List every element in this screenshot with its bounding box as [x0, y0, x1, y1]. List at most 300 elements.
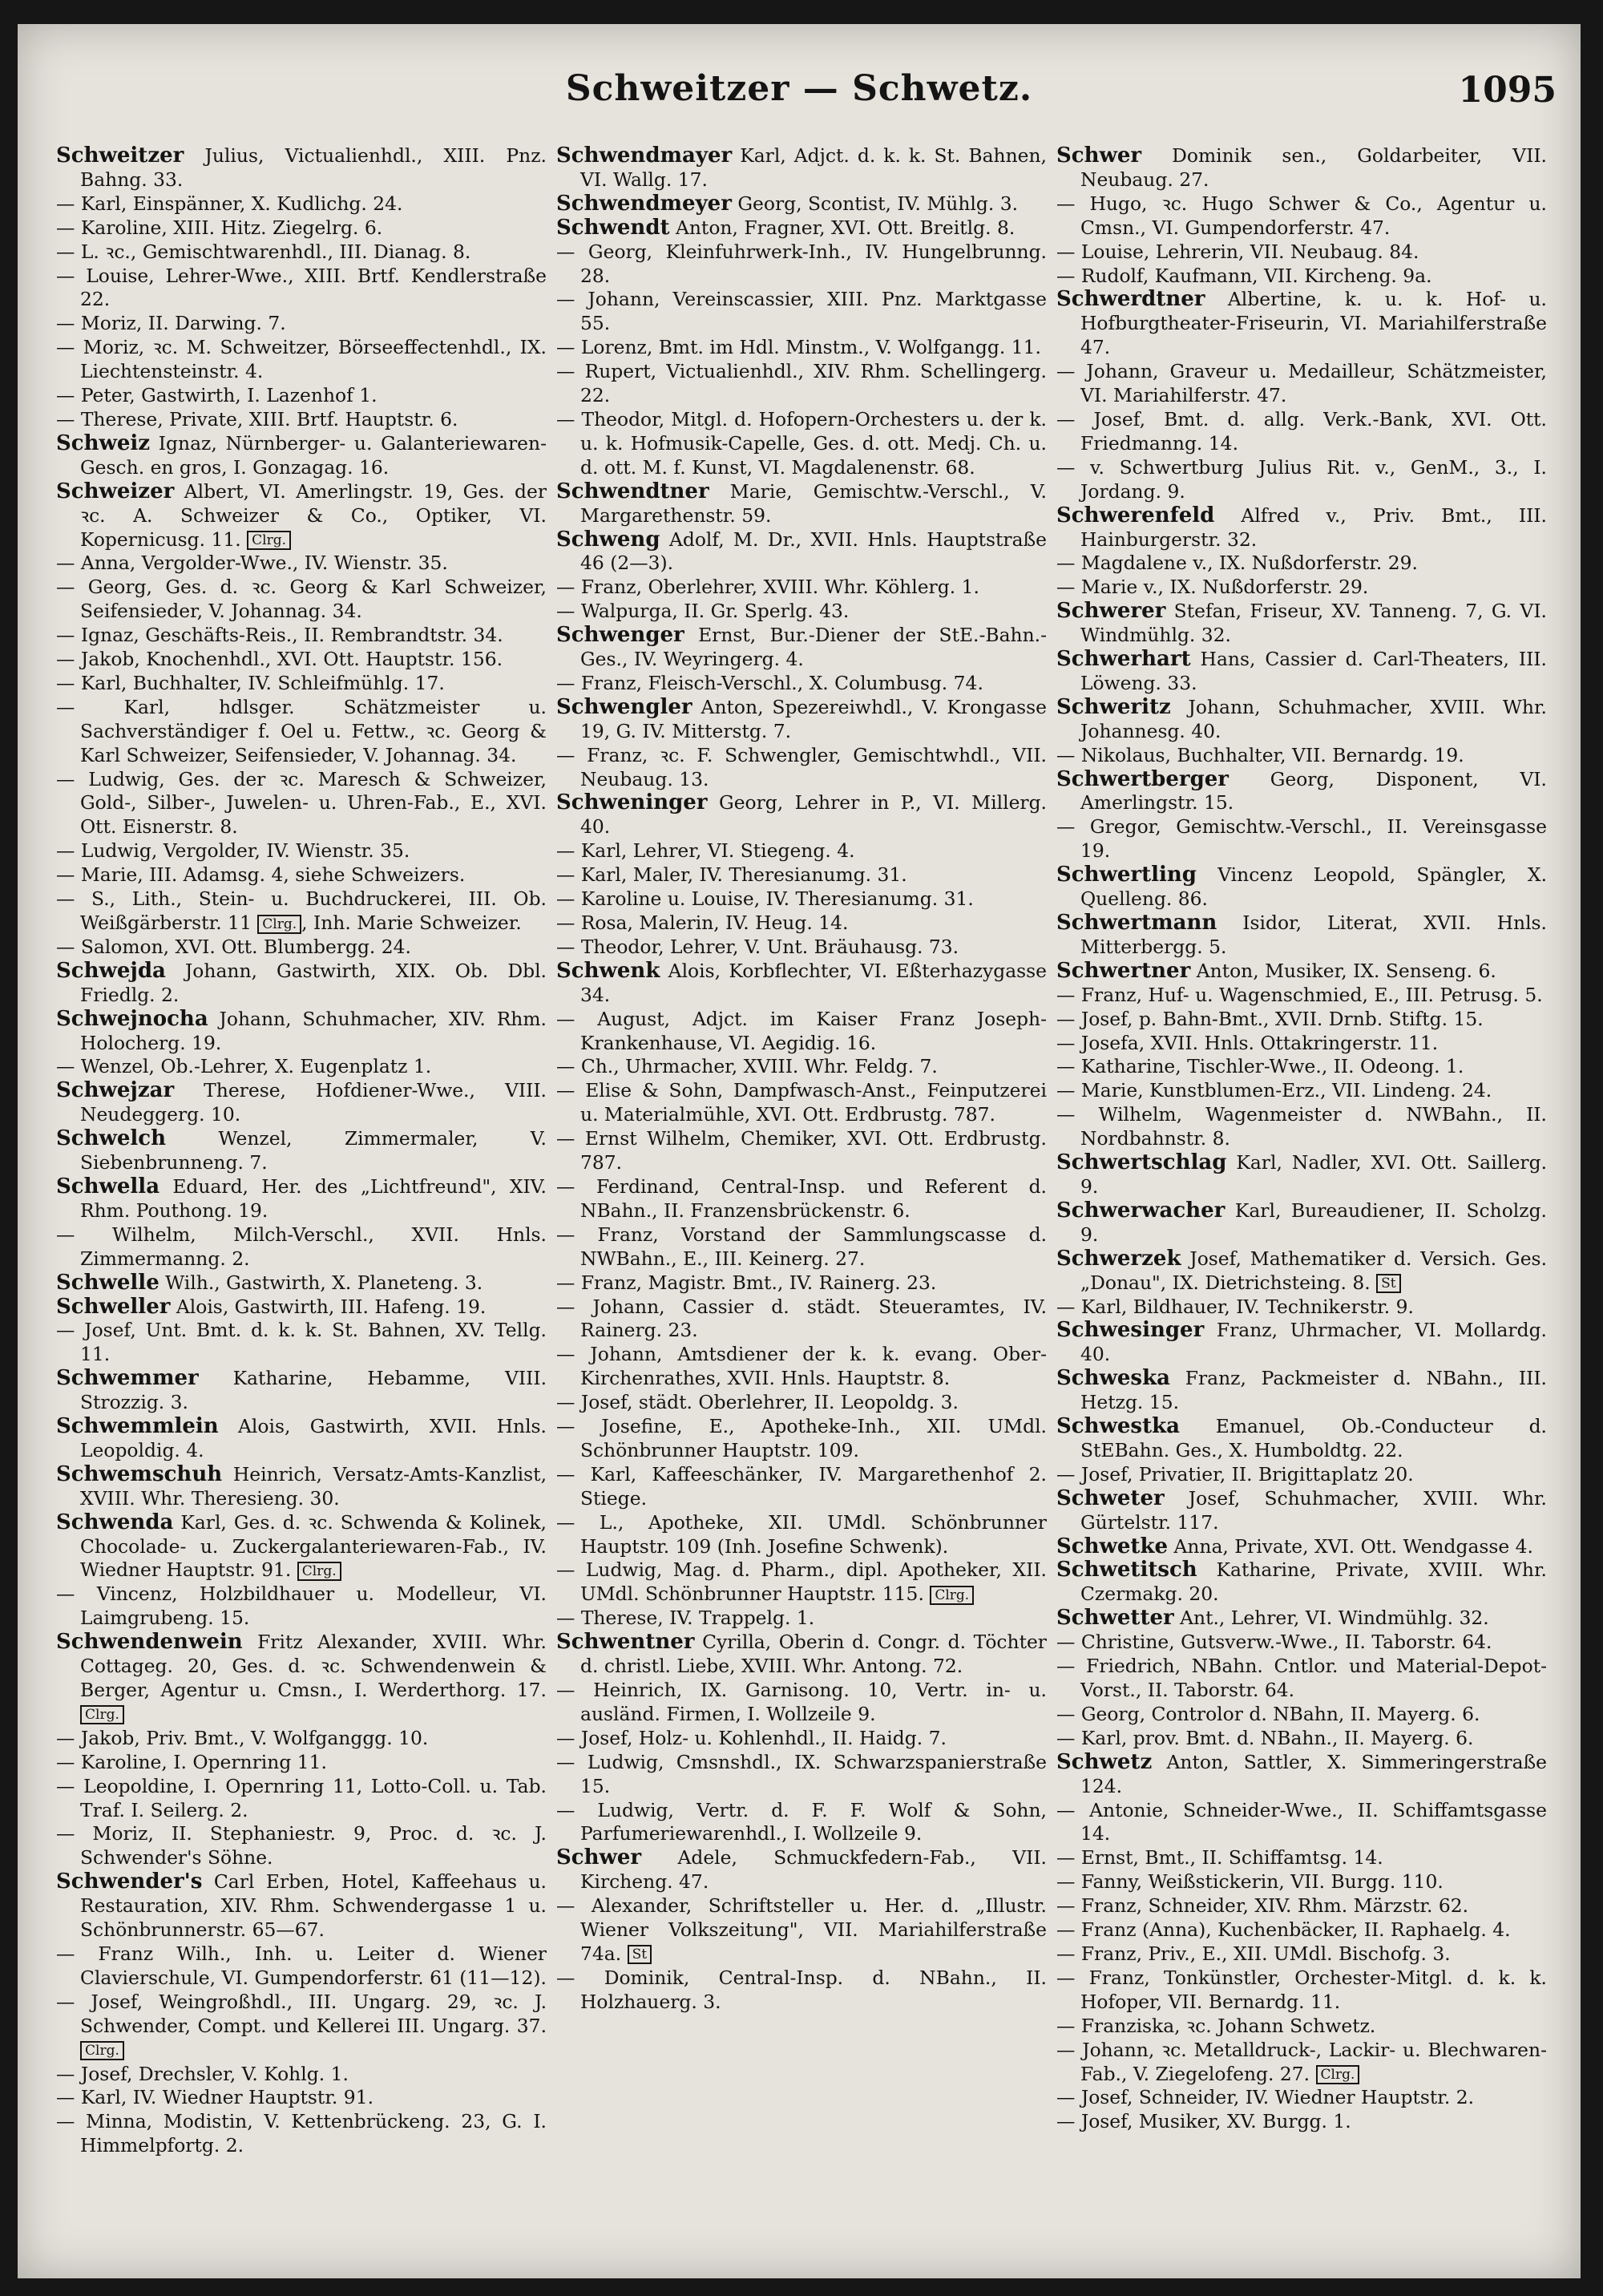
directory-entry: [56, 1319, 547, 1367]
entry-surname: Schwerer: [1056, 599, 1166, 624]
entry-text: Cyrilla, Oberin d. Congr. d. Töchter d. christl. Liebe, XVIII. Whr. Antong. 72.: [580, 1631, 1047, 1678]
directory-entry: [556, 839, 1047, 863]
entry-text: Karl, Nadler, XVI. Ott. Saillerg. 9.: [1080, 1151, 1547, 1198]
entry-surname: Schweritz: [1056, 694, 1171, 719]
entry-surname: Schwertberger: [1056, 766, 1229, 791]
directory-entry: [556, 1008, 1047, 1056]
directory-entry: [56, 1942, 547, 1991]
directory-entry: [556, 1511, 1047, 1559]
entry-text: — Marie, III. Adamsg. 4, siehe Schweizers.: [56, 863, 466, 887]
entry-badge: St: [628, 1945, 652, 1964]
entry-surname: Schwertner: [1056, 958, 1191, 983]
entry-text: Josef, Schuhmacher, XVIII. Whr. Gürtelstr. 117.: [1080, 1486, 1547, 1534]
directory-entry: [556, 936, 1047, 960]
entry-text: — Lorenz, Bmt. im Hdl. Minstm., V. Wolfgangg. 11.: [556, 336, 1041, 359]
entry-text: — Franz, Huf- u. Wagenschmied, E., III. Petrusg. 5.: [1056, 983, 1543, 1006]
entry-surname: Schweska: [1056, 1366, 1170, 1391]
entry-text: — Franz (Anna), Kuchenbäcker, II. Raphaelg. 4.: [1056, 1918, 1511, 1942]
directory-entry: [1056, 1199, 1547, 1247]
entry-text: — Ludwig, Cmsnshdl., IX. Schwarzspanierstraße 15.: [556, 1750, 1047, 1797]
directory-entry: [1056, 815, 1547, 863]
directory-entry: [56, 480, 547, 552]
directory-entry: [556, 672, 1047, 696]
entry-text: — Josef, Musiker, XV. Burgg. 1.: [1056, 2110, 1351, 2133]
directory-entry: [1056, 600, 1547, 648]
entry-text: — Karl, hdlsger. Schätzmeister u. Sachverständiger f. Oel u. Fettw., ꝛc. Georg & Karl Schweizer, Seifensieder, V. Johannag. 34.: [56, 695, 547, 766]
directory-entry: [1056, 648, 1547, 696]
directory-entry: [56, 312, 547, 336]
entry-surname: Schwetitsch: [1056, 1558, 1197, 1583]
directory-entry: [1056, 192, 1547, 241]
entry-text: Ignaz, Nürnberger- u. Galanteriewaren-Gesch. en gros, I. Gonzagag. 16.: [80, 431, 547, 479]
directory-entry: [56, 1271, 547, 1296]
entry-text: — Therese, IV. Trappelg. 1.: [556, 1607, 815, 1630]
entry-text: — Christine, Gutsverw.-Wwe., II. Taborstr. 64.: [1056, 1631, 1492, 1654]
entry-text: — Johann, Amtsdiener der k. k. evang. Ober-Kirchenrathes, XVII. Hnls. Hauptstr. 8.: [556, 1343, 1047, 1390]
directory-entry: [56, 576, 547, 624]
directory-entry: [56, 624, 547, 648]
directory-entry: [556, 1967, 1047, 2015]
directory-entry: [56, 936, 547, 960]
directory-entry: [556, 528, 1047, 576]
directory-entry: [556, 1343, 1047, 1391]
entry-badge: Clrg.: [930, 1586, 974, 1605]
directory-entry: [56, 1008, 547, 1056]
directory-entry: [56, 648, 547, 672]
directory-entry: [556, 1415, 1047, 1463]
entry-text: Emanuel, Ob.-Conducteur d. StEBahn. Ges., X. Humboldtg. 22.: [1080, 1415, 1547, 1461]
entry-surname: Schwetter: [1056, 1606, 1174, 1631]
entry-surname: Schwentner: [556, 1630, 695, 1655]
entry-text: Fritz Alexander, XVIII. Whr. Cottageg. 20, Ges. d. ꝛc. Schwendenwein & Berger, Agentur u. Cmsn., I. Werderthorg. 17.: [80, 1631, 547, 1701]
directory-page: [18, 24, 1581, 2278]
directory-entry: [1056, 1751, 1547, 1799]
entry-surname: Schwertling: [1056, 863, 1197, 887]
entry-text: — Georg, Kleinfuhrwerk-Inh., IV. Hungelbrunng. 28.: [556, 240, 1047, 287]
entry-surname: Schwelle: [56, 1270, 159, 1295]
directory-entry: [556, 288, 1047, 336]
entry-badge: Clrg.: [1316, 2065, 1360, 2084]
entry-text: — Ludwig, Vertr. d. F. F. Wolf & Sohn, Parfumeriewarenhdl., I. Wollzeile 9.: [556, 1798, 1047, 1845]
entry-text: Adolf, M. Dr., XVII. Hnls. Hauptstraße 46 (2—3).: [580, 528, 1047, 575]
directory-entry: [56, 1583, 547, 1631]
page-number: 1095: [1458, 70, 1557, 111]
entry-text: — Jakob, Knochenhdl., XVI. Ott. Hauptstr. 156.: [56, 648, 503, 671]
entry-text: Adele, Schmuckfedern-Fab., VII. Kircheng. 47.: [580, 1846, 1047, 1894]
entry-text: Georg, Scontist, IV. Mühlg. 3.: [731, 192, 1019, 215]
directory-entry: [556, 912, 1047, 936]
entry-text: — Franz, Vorstand der Sammlungscasse d. NWBahn., E., III. Keinerg. 27.: [556, 1223, 1047, 1270]
entry-text: — Josef, Weingroßhdl., III. Ungarg. 29, ꝛc. J. Schwender, Compt. und Kellerei III. Ungarg. 37.: [56, 1990, 547, 2037]
entry-text: — Josef, Holz- u. Kohlenhdl., II. Haidg. 7.: [556, 1726, 947, 1749]
entry-text: — Johann, ꝛc. Metalldruck-, Lackir- u. Blechwaren-Fab., V. Ziegelofeng. 27.: [1056, 2038, 1547, 2085]
entry-text: — Georg, Controlor d. NBahn, II. Mayerg. 6.: [1056, 1702, 1480, 1725]
directory-entry: [556, 480, 1047, 528]
directory-entry: [1056, 2015, 1547, 2039]
entry-surname: Schwendmeyer: [556, 191, 732, 216]
directory-entry: [56, 1223, 547, 1271]
directory-entry: [56, 1870, 547, 1942]
entry-surname: Schwella: [56, 1174, 160, 1199]
directory-entry: [556, 1751, 1047, 1799]
directory-entry: [56, 696, 547, 768]
entry-surname: Schwertschlag: [1056, 1150, 1227, 1175]
directory-entry: [56, 1822, 547, 1870]
entry-text: — Dominik, Central-Insp. d. NBahn., II. Holzhauerg. 3.: [556, 1966, 1047, 2013]
entry-text: Albert, VI. Amerlingstr. 19, Ges. der ꝛc. A. Schweizer & Co., Optiker, VI. Kopernicusg. 11.: [80, 479, 547, 551]
directory-entry: [1056, 1703, 1547, 1727]
entry-badge: Clrg.: [80, 1705, 124, 1724]
entry-surname: Schweiz: [56, 430, 151, 455]
entry-text: — Rudolf, Kaufmann, VII. Kircheng. 9a.: [1056, 264, 1432, 287]
directory-entry: [1056, 863, 1547, 912]
directory-entry: [1056, 241, 1547, 265]
entry-text: — Vincenz, Holzbildhauer u. Modelleur, VI. Laimgrubeng. 15.: [56, 1583, 547, 1630]
entry-text: Franz, Uhrmacher, VI. Mollardg. 40.: [1080, 1319, 1547, 1366]
entry-text: Wenzel, Zimmermaler, V. Siebenbrunneng. 7.: [80, 1127, 547, 1174]
directory-entry: [556, 600, 1047, 624]
directory-entry: [1056, 1631, 1547, 1655]
entry-text: — Salomon, XVI. Ott. Blumbergg. 24.: [56, 935, 411, 958]
entry-surname: Schwejzar: [56, 1078, 175, 1103]
entry-text: Wilh., Gastwirth, X. Planeteng. 3.: [159, 1271, 483, 1294]
directory-entry: [556, 1679, 1047, 1727]
entry-text: Georg, Lehrer in P., VI. Millerg. 40.: [580, 791, 1047, 839]
entry-text: — Marie, Kunstblumen-Erz., VII. Lindeng. 24.: [1056, 1079, 1492, 1102]
directory-entry: [1056, 504, 1547, 552]
entry-text: — Franz, Fleisch-Verschl., X. Columbusg. 74.: [556, 671, 983, 694]
entry-text: — Georg, Ges. d. ꝛc. Georg & Karl Schweizer, Seifensieder, V. Johannag. 34.: [56, 576, 547, 623]
directory-entry: [556, 241, 1047, 289]
entry-text: Franz, Packmeister d. NBahn., III. Hetzg. 15.: [1080, 1367, 1547, 1414]
entry-text: — Minna, Modistin, V. Kettenbrückeng. 23, G. I. Himmelpfortg. 2.: [56, 2110, 547, 2157]
entry-text: — Fanny, Weißstickerin, VII. Burgg. 110.: [1056, 1870, 1444, 1894]
directory-entry: [56, 1175, 547, 1223]
directory-entry: [1056, 288, 1547, 360]
entry-surname: Schwetz: [1056, 1749, 1153, 1774]
entry-text: Ant., Lehrer, VI. Windmühlg. 32.: [1173, 1607, 1489, 1630]
directory-entry: [1056, 1032, 1547, 1056]
directory-entry: [56, 1775, 547, 1823]
entry-text: — Karl, Kaffeeschänker, IV. Margarethenhof 2. Stiege.: [556, 1462, 1047, 1510]
directory-entry: [556, 1607, 1047, 1631]
entry-text: — Moriz, II. Stephaniestr. 9, Proc. d. ꝛc. J. Schwender's Söhne.: [56, 1822, 547, 1870]
entry-text: — Ludwig, Vergolder, IV. Wienstr. 35.: [56, 839, 410, 863]
directory-entry: [56, 1631, 547, 1727]
directory-entry: [556, 1127, 1047, 1175]
directory-entry: [1056, 1247, 1547, 1296]
entry-text: Alfred v., Priv. Bmt., III. Hainburgerstr. 32.: [1080, 503, 1547, 551]
entry-text: — Franz, ꝛc. F. Schwengler, Gemischtwhdl., VII. Neubaug. 13.: [556, 743, 1047, 790]
entry-text: — Franz, Oberlehrer, XVIII. Whr. Köhlerg. 1.: [556, 576, 979, 599]
entry-text: — Leopoldine, I. Opernring 11, Lotto-Coll. u. Tab. Traf. I. Seilerg. 2.: [56, 1774, 547, 1821]
directory-entry: [56, 1127, 547, 1175]
directory-entry: [1056, 1055, 1547, 1079]
entry-surname: Schwejda: [56, 958, 166, 983]
directory-entry: [56, 1296, 547, 1320]
entry-text: — Karl, Maler, IV. Theresianumg. 31.: [556, 863, 907, 887]
directory-entry: [1056, 1894, 1547, 1918]
directory-entry: [556, 624, 1047, 672]
entry-text: — Magdalene v., IX. Nußdorferstr. 29.: [1056, 552, 1418, 575]
entry-surname: Schwertmann: [1056, 911, 1217, 935]
page-header: [18, 68, 1581, 124]
entry-text: Anton, Fragner, XVI. Ott. Breitlg. 8.: [669, 216, 1016, 239]
entry-text: Alois, Gastwirth, XVII. Hnls. Leopoldig. 4.: [80, 1415, 547, 1461]
entry-text: — Marie v., IX. Nußdorferstr. 29.: [1056, 576, 1369, 599]
directory-entry: [556, 1055, 1047, 1079]
directory-entry: [1056, 912, 1547, 960]
entry-text: — Theodor, Lehrer, V. Unt. Bräuhausg. 73.: [556, 935, 959, 958]
entry-text: Johann, Schuhmacher, XIV. Rhm. Holocherg. 19.: [80, 1007, 547, 1054]
entry-text: — Karoline, I. Opernring 11.: [56, 1750, 327, 1773]
entry-text: Katharine, Private, XVIII. Whr. Czermakg. 20.: [1080, 1558, 1547, 1606]
entry-text: — S., Lith., Stein- u. Buchdruckerei, III. Ob. Weißgärberstr. 11: [56, 887, 547, 934]
entry-surname: Schwenk: [556, 958, 660, 983]
entry-text: Anton, Musiker, IX. Senseng. 6.: [1190, 959, 1496, 982]
directory-entry: [1056, 696, 1547, 744]
directory-entry: [56, 1727, 547, 1751]
directory-entry: [1056, 2039, 1547, 2087]
directory-entry: [556, 336, 1047, 360]
directory-entry: [556, 144, 1047, 192]
entry-text: Heinrich, Versatz-Amts-Kanzlist, XVIII. Whr. Theresieng. 30.: [80, 1462, 547, 1510]
entry-surname: Schweitzer: [56, 144, 184, 168]
entry-text: — Karoline, XIII. Hitz. Ziegelrg. 6.: [56, 216, 383, 239]
directory-entry: [556, 887, 1047, 912]
entry-text: Anton, Sattler, X. Simmeringerstraße 124.: [1080, 1750, 1547, 1797]
entry-text: — Anna, Vergolder-Wwe., IV. Wienstr. 35.: [56, 552, 448, 575]
entry-surname: Schwejnocha: [56, 1006, 208, 1031]
directory-entry: [56, 552, 547, 576]
directory-entry: [556, 1271, 1047, 1296]
directory-entry: [1056, 1535, 1547, 1559]
entry-text: — Karoline u. Louise, IV. Theresianumg. 31.: [556, 887, 974, 911]
directory-entry: [56, 768, 547, 840]
directory-entry: [56, 1991, 547, 2063]
directory-entry: [1056, 960, 1547, 984]
entry-text: Karl, Bureaudiener, II. Scholzg. 9.: [1080, 1199, 1547, 1246]
entry-text: — Franz, Priv., E., XII. UMdl. Bischofg. 3.: [1056, 1942, 1451, 1965]
directory-entry: [1056, 1870, 1547, 1894]
entry-text: — Therese, Private, XIII. Brtf. Hauptstr. 6.: [56, 407, 458, 430]
column-3: [1056, 144, 1547, 2253]
directory-entry: [1056, 1558, 1547, 1607]
directory-entry: [56, 265, 547, 313]
directory-entry: [56, 1511, 547, 1583]
entry-text: Johann, Gastwirth, XIX. Ob. Dbl. Friedlg. 2.: [80, 959, 547, 1006]
entry-surname: Schweng: [556, 527, 660, 552]
page-title: Schweitzer — Schwetz.: [565, 68, 1033, 109]
directory-entry: [556, 408, 1047, 480]
entry-surname: Schwenda: [56, 1510, 174, 1534]
entry-text: — Friedrich, NBahn. Cntlor. und Material-Depot-Vorst., II. Taborstr. 64.: [1056, 1655, 1547, 1701]
entry-text: — Karl, prov. Bmt. d. NBahn., II. Mayerg. 6.: [1056, 1726, 1474, 1749]
entry-surname: Schweninger: [556, 790, 708, 815]
directory-entry: [1056, 1967, 1547, 2015]
directory-entry: [56, 839, 547, 863]
entry-text: — Karl, IV. Wiedner Hauptstr. 91.: [56, 2086, 374, 2109]
entry-text: — Josef, Drechsler, V. Kohlg. 1.: [56, 2062, 349, 2085]
entry-text: — Rupert, Victualienhdl., XIV. Rhm. Schellingerg. 22.: [556, 360, 1047, 407]
entry-text: — August, Adjct. im Kaiser Franz Joseph-Krankenhause, VI. Aegidig. 16.: [556, 1007, 1047, 1054]
entry-text: — Ernst Wilhelm, Chemiker, XVI. Ott. Erdbrustg. 787.: [556, 1127, 1047, 1174]
entry-text: — Walpurga, II. Gr. Sperlg. 43.: [556, 600, 850, 623]
entry-text: — L., Apotheke, XII. UMdl. Schönbrunner Hauptstr. 109 (Inh. Josefine Schwenk).: [556, 1510, 1047, 1558]
entry-text: Josef, Mathematiker d. Versich. Ges. „Donau", IX. Dietrichsteing. 8.: [1080, 1247, 1547, 1294]
directory-entry: [1056, 1103, 1547, 1151]
directory-entry: [1056, 360, 1547, 408]
entry-text: — Hugo, ꝛc. Hugo Schwer & Co., Agentur u. Cmsn., VI. Gumpendorferstr. 47.: [1056, 192, 1547, 239]
directory-entry: [1056, 456, 1547, 504]
entry-text: — Ferdinand, Central-Insp. und Referent d. NBahn., II. Franzensbrückenstr. 6.: [556, 1174, 1047, 1222]
entry-text: Anton, Spezereiwhdl., V. Krongasse 19, G. IV. Mitterstg. 7.: [580, 695, 1047, 742]
directory-entry: [556, 192, 1047, 216]
directory-entry: [556, 1463, 1047, 1511]
directory-entry: [556, 744, 1047, 792]
entry-text: Georg, Disponent, VI. Amerlingstr. 15.: [1080, 767, 1547, 815]
entry-text: — Antonie, Schneider-Wwe., II. Schiffamtsgasse 14.: [1056, 1798, 1547, 1845]
entry-text: Karl, Adjct. d. k. k. St. Bahnen, VI. Wallg. 17.: [580, 144, 1047, 191]
entry-surname: Schwelch: [56, 1126, 167, 1151]
entry-surname: Schwerzek: [1056, 1246, 1181, 1271]
directory-entry: [1056, 1918, 1547, 1942]
entry-text: Stefan, Friseur, XV. Tanneng. 7, G. VI. Windmühlg. 32.: [1080, 600, 1547, 647]
entry-text: — Josef, städt. Oberlehrer, II. Leopoldg. 3.: [556, 1391, 959, 1414]
directory-entry: [1056, 2110, 1547, 2134]
directory-entry: [1056, 1607, 1547, 1631]
entry-surname: Schwendmayer: [556, 144, 733, 168]
directory-entry: [56, 408, 547, 432]
entry-text: — Josefine, E., Apotheke-Inh., XII. UMdl. Schönbrunner Hauptstr. 109.: [556, 1415, 1047, 1461]
directory-entry: [56, 1367, 547, 1415]
entry-text: — Moriz, ꝛc. M. Schweitzer, Börseeffectenhdl., IX. Liechtensteinstr. 4.: [56, 336, 547, 383]
entry-surname: Schwestka: [1056, 1414, 1180, 1439]
entry-text: — Moriz, II. Darwing. 7.: [56, 312, 286, 335]
directory-entry: [1056, 744, 1547, 768]
directory-entry: [1056, 1415, 1547, 1463]
entry-text: — Franziska, ꝛc. Johann Schwetz.: [1056, 2014, 1376, 2037]
directory-entry: [56, 863, 547, 887]
directory-entry: [56, 144, 547, 192]
entry-text: Eduard, Her. des „Lichtfreund", XIV. Rhm. Pouthong. 19.: [80, 1174, 547, 1222]
entry-text: Dominik sen., Goldarbeiter, VII. Neubaug. 27.: [1080, 144, 1547, 191]
entry-text: — Josef, Schneider, IV. Wiedner Hauptstr. 2.: [1056, 2086, 1475, 2109]
directory-entry: [556, 863, 1047, 887]
entry-surname: Schwerwacher: [1056, 1198, 1225, 1223]
entry-surname: Schwendtner: [556, 479, 709, 503]
directory-entry: [556, 1558, 1047, 1607]
directory-entry: [1056, 576, 1547, 600]
directory-entry: [56, 192, 547, 216]
entry-text: — Wilhelm, Wagenmeister d. NWBahn., II. Nordbahnstr. 8.: [1056, 1103, 1547, 1150]
entry-surname: Schwendt: [556, 215, 670, 240]
directory-entry: [556, 1391, 1047, 1415]
directory-entry: [56, 960, 547, 1008]
directory-entry: [56, 216, 547, 241]
entry-text: — Ludwig, Mag. d. Pharm., dipl. Apotheker, XII. UMdl. Schönbrunner Hauptstr. 115.: [556, 1558, 1047, 1606]
directory-entry: [56, 1751, 547, 1775]
entry-text: Therese, Hofdiener-Wwe., VIII. Neudeggerg. 10.: [80, 1079, 547, 1126]
entry-text: Carl Erben, Hotel, Kaffeehaus u. Restauration, XIV. Rhm. Schwendergasse 1 u. Schönbrunnerstr. 65—67.: [80, 1870, 547, 1942]
directory-entry: [556, 696, 1047, 744]
directory-entry: [56, 2110, 547, 2158]
entry-badge: St: [1376, 1274, 1400, 1293]
entry-text: — Franz, Magistr. Bmt., IV. Rainerg. 23.: [556, 1271, 937, 1294]
entry-text: — Alexander, Schriftsteller u. Her. d. „Illustr. Wiener Volkszeitung", VII. Mariahilferstraße 74a.: [556, 1894, 1047, 1965]
directory-entry: [556, 576, 1047, 600]
directory-entry: [1056, 144, 1547, 192]
directory-entry: [1056, 1367, 1547, 1415]
entry-text: — Heinrich, IX. Garnisong. 10, Vertr. in- u. ausländ. Firmen, I. Wollzeile 9.: [556, 1679, 1047, 1725]
entry-text: — Franz, Tonkünstler, Orchester-Mitgl. d. k. k. Hofoper, VII. Bernardg. 11.: [1056, 1966, 1547, 2013]
entry-text: — Josef, p. Bahn-Bmt., XVII. Drnb. Stiftg. 15.: [1056, 1007, 1484, 1030]
entry-text: Hans, Cassier d. Carl-Theaters, III. Löweng. 33.: [1080, 648, 1547, 694]
entry-text: — Ludwig, Ges. der ꝛc. Maresch & Schweizer, Gold-, Silber-, Juwelen- u. Uhren-Fab., E., XVI. Ott. Eisnerstr. 8.: [56, 767, 547, 839]
directory-entry: [556, 1631, 1047, 1679]
directory-entry: [556, 1894, 1047, 1967]
entry-text: — Karl, Bildhauer, IV. Technikerstr. 9.: [1056, 1295, 1414, 1318]
entry-text: — Wenzel, Ob.-Lehrer, X. Eugenplatz 1.: [56, 1055, 432, 1078]
directory-entry: [56, 336, 547, 384]
directory-entry: [1056, 1846, 1547, 1870]
directory-entry: [1056, 1727, 1547, 1751]
entry-text: — Louise, Lehrerin, VII. Neubaug. 84.: [1056, 240, 1419, 263]
entry-text: — Wilhelm, Milch-Verschl., XVII. Hnls. Zimmermanng. 2.: [56, 1223, 547, 1270]
entry-surname: Schwendenwein: [56, 1630, 243, 1655]
entry-text: — Katharine, Tischler-Wwe., II. Odeong. 1.: [1056, 1055, 1464, 1078]
entry-text: — Karl, Lehrer, VI. Stiegeng. 4.: [556, 839, 855, 863]
directory-entry: [1056, 984, 1547, 1008]
directory-entry: [1056, 1296, 1547, 1320]
directory-entry: [56, 384, 547, 408]
entry-badge: Clrg.: [257, 915, 301, 934]
entry-surname: Schwenger: [556, 623, 684, 648]
entry-surname: Schweter: [1056, 1486, 1165, 1510]
entry-text-continued: , Inh. Marie Schweizer.: [301, 912, 522, 934]
entry-text: — Theodor, Mitgl. d. Hofopern-Orchesters u. der k. u. k. Hofmusik-Capelle, Ges. d. ott. Medj. Ch. u. d. ott. M. f. Kunst, VI. Magdalenenstr. 68.: [556, 407, 1047, 479]
directory-entry: [556, 791, 1047, 839]
directory-entry: [1056, 1799, 1547, 1847]
entry-surname: Schweizer: [56, 479, 175, 503]
entry-surname: Schwesinger: [1056, 1318, 1205, 1343]
entry-text: — Josef, Bmt. d. allg. Verk.-Bank, XVI. Ott. Friedmanng. 14.: [1056, 407, 1547, 455]
directory-entry: [56, 1055, 547, 1079]
directory-entry: [556, 1846, 1047, 1894]
entry-surname: Schwemmer: [56, 1366, 199, 1391]
entry-text: — Louise, Lehrer-Wwe., XIII. Brtf. Kendlerstraße 22.: [56, 264, 547, 311]
entry-text: — Franz Wilh., Inh. u. Leiter d. Wiener Clavierschule, VI. Gumpendorferstr. 61 (11—12).: [56, 1942, 547, 1989]
entry-text: Albertine, k. u. k. Hof- u. Hofburgtheater-Friseurin, VI. Mariahilferstraße 47.: [1080, 288, 1547, 359]
entry-text: — Ignaz, Geschäfts-Reis., II. Rembrandtstr. 34.: [56, 624, 503, 647]
directory-entry: [56, 1079, 547, 1127]
directory-entry: [56, 1463, 547, 1511]
column-2: [556, 144, 1047, 2253]
directory-entry: [1056, 1079, 1547, 1103]
directory-entry: [1056, 768, 1547, 816]
entry-text: — Karl, Buchhalter, IV. Schleifmühlg. 17.: [56, 671, 445, 694]
directory-entry: [1056, 1008, 1547, 1032]
directory-entry: [1056, 1319, 1547, 1367]
directory-entry: [556, 1223, 1047, 1271]
entry-text: — Josef, Privatier, II. Brigittaplatz 20.: [1056, 1462, 1414, 1486]
entry-text: — Ernst, Bmt., II. Schiffamtsg. 14.: [1056, 1846, 1383, 1870]
directory-entry: [1056, 1655, 1547, 1703]
directory-entry: [556, 1175, 1047, 1223]
entry-surname: Schwer: [1056, 144, 1142, 168]
entry-text: — Nikolaus, Buchhalter, VII. Bernardg. 19.: [1056, 743, 1464, 766]
entry-text: Katharine, Hebamme, VIII. Strozzig. 3.: [80, 1367, 547, 1414]
